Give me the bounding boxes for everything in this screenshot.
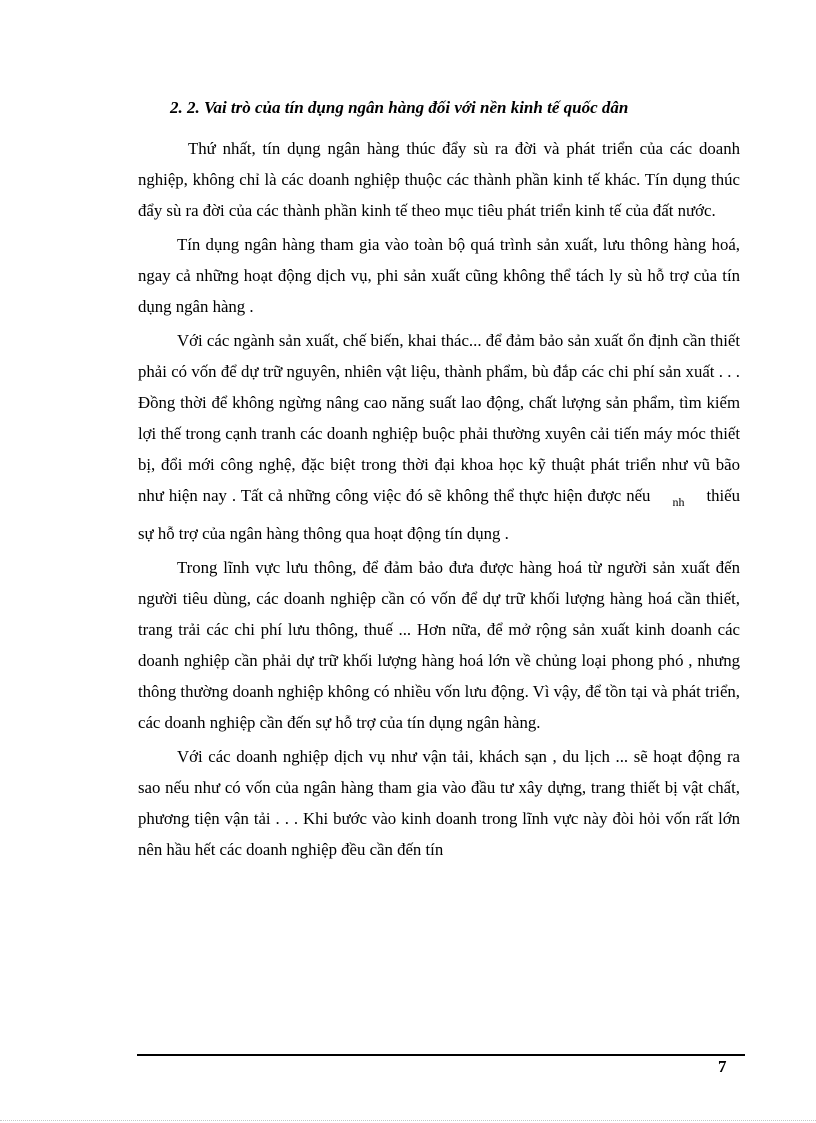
paragraph-3-tail: thiếu sự hỗ trợ của ngân hàng thông qua hoạt động tín dụng . [138, 486, 740, 543]
paragraph-2: Tín dụng ngân hàng tham gia vào toàn bộ quá trình sản xuất, lưu thông hàng hoá, ngay cả những hoạt động dịch vụ, phi sản xuất cũng không thể tách ly sù hỗ trợ của tín dụng ngân hàng . [138, 235, 740, 316]
stray-fragment: nh [672, 495, 685, 509]
footer-divider [137, 1054, 745, 1056]
paragraph-1: Thứ nhất, tín dụng ngân hàng thúc đẩy sù ra đời và phát triển của các doanh nghiệp, không chỉ là các doanh nghiệp thuộc các thành phần kinh tế khác. Tín dụng thúc đẩy sù ra đời của các thành phần kinh tế theo mục tiêu phát triển kinh tế của đất nước. [138, 139, 740, 220]
page-edge-divider [0, 1120, 816, 1121]
paragraph-3-text: Với các ngành sản xuất, chế biến, khai thác... để đảm bảo sản xuất ổn định cần thiết phải có vốn để dự trữ nguyên, nhiên vật liệu, thành phẩm, bù đắp các chi phí sản xuất . . . Đồng thời để không ngừng nâng cao năng suất lao động, chất lượng sản phẩm, tìm kiếm lợi thế trong cạnh tranh các doanh nghiệp buộc phải thường xuyên cải tiến máy móc thiết bị, đổi mới công nghệ, đặc biệt trong thời đại khoa học kỹ thuật phát triển như vũ bão như hiện nay . Tất cả những công việc đó sẽ không thể thực hiện được nếu [138, 331, 740, 505]
page-number: 7 [718, 1057, 727, 1076]
paragraph-5: Với các doanh nghiệp dịch vụ như vận tải, khách sạn , du lịch ... sẽ hoạt động ra sao nếu như có vốn của ngân hàng tham gia vào đầu tư xây dựng, trang thiết bị vật chất, phương tiện vận tải . . . Khi bước vào kinh doanh trong lĩnh vực này đòi hỏi vốn rất lớn nên hầu hết các doanh nghiệp đều cần đến tín [138, 747, 740, 859]
document-body [138, 133, 740, 868]
paragraph-3 [138, 325, 740, 549]
paragraph-4: Trong lĩnh vực lưu thông, để đảm bảo đưa được hàng hoá từ người sản xuất đến người tiêu dùng, các doanh nghiệp cần có vốn để dự trữ khối lượng hàng hoá cần thiết, trang trải các chi phí lưu thông, thuế ... Hơn nữa, để mở rộng sản xuất kinh doanh các doanh nghiệp cần phải dự trữ khối lượng hàng hoá lớn về chủng loại phong phó , nhưng thông thường doanh nghiệp không có nhiều vốn lưu động. Vì vậy, để tồn tại và phát triển, các doanh nghiệp cần đến sự hỗ trợ của tín dụng ngân hàng. [138, 558, 740, 732]
section-heading: 2. 2. Vai trò của tín dụng ngân hàng đối với nền kinh tế quốc dân [170, 98, 629, 117]
